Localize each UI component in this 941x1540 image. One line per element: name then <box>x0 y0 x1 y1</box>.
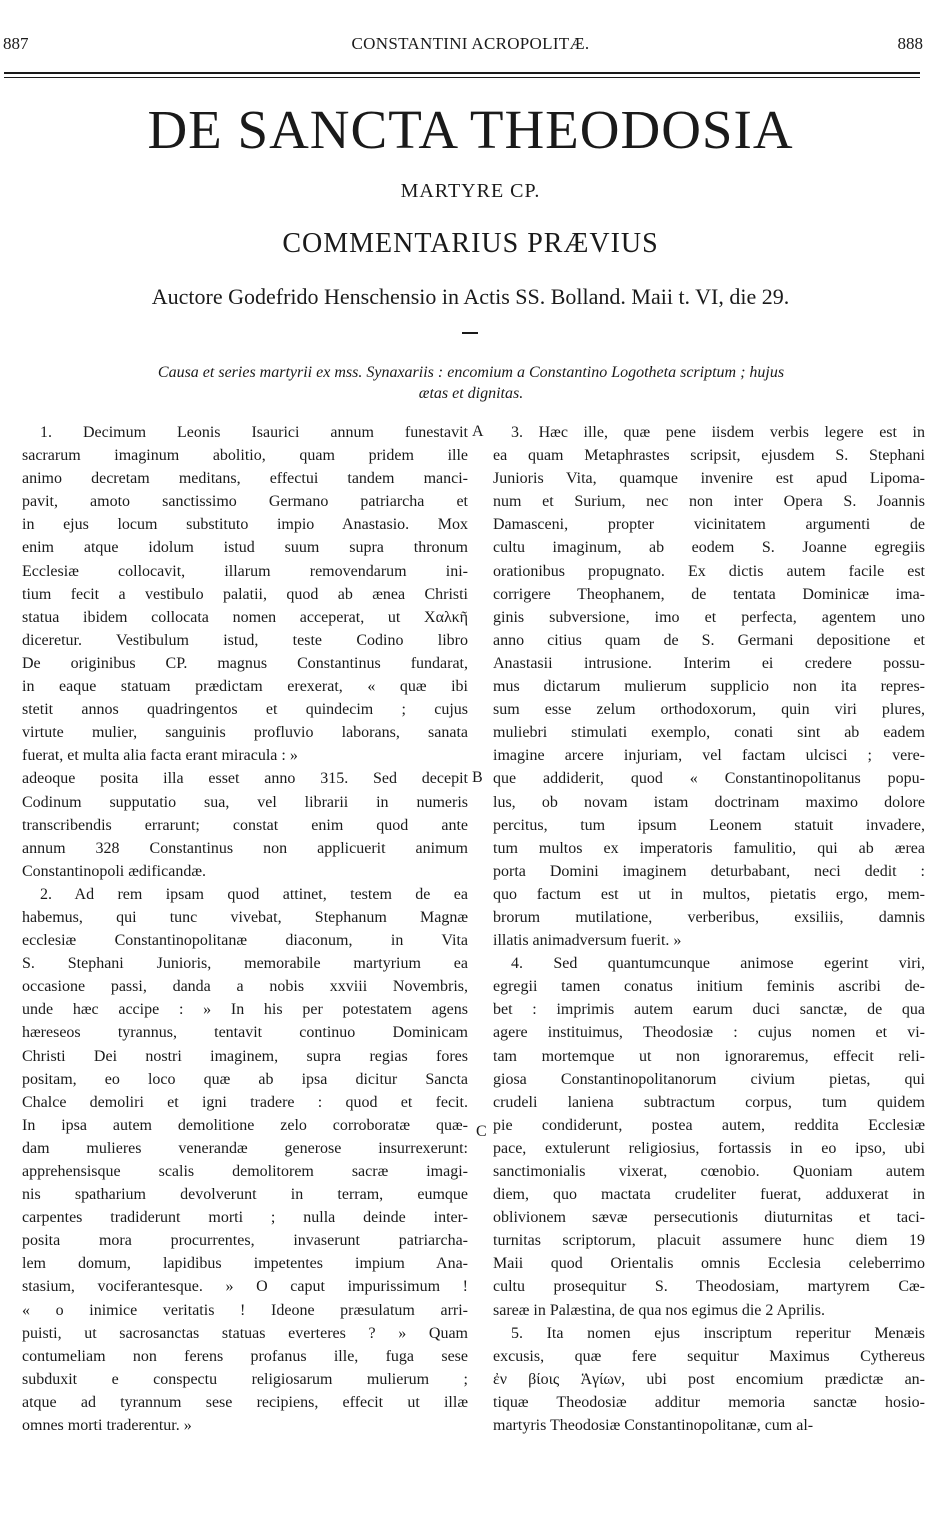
text-line: atque ad tyrannum sese recipiens, effecit ut illæ <box>22 1393 468 1411</box>
text-line: anno citius quam de S. Germani depositione et <box>493 631 925 649</box>
text-line: diceretur. Vestibulum istud, teste Codino libro <box>22 631 468 649</box>
text-line: illatis animadversum fuerit. » <box>493 932 682 950</box>
header-rule-thin <box>4 77 920 78</box>
left-column <box>22 421 468 1437</box>
text-line: tium fecit a vestibulo palatii, quod ab ænea Christi <box>22 585 468 603</box>
text-line: animo decretam meditans, effectui tandem manci- <box>22 470 468 488</box>
text-line: bet : imprimis autem earum duci sanctæ, de qua <box>493 1001 925 1019</box>
text-line: stasium, vociferantesque. » O caput impurissimum ! <box>22 1278 468 1296</box>
text-line: « o inimice veritatis ! Ideone præsulatum arri- <box>22 1301 468 1319</box>
text-line: unde hæc accipe : » In his per potestatem agens <box>22 1001 468 1019</box>
text-line: transcribendis errarunt; constat enim quod ante <box>22 816 468 834</box>
text-line: fuerat, et multa alia facta erant miracula : » <box>22 747 298 765</box>
text-line: Junioris Vita, quamque invenire est apud Lipoma- <box>493 470 925 488</box>
text-line: tam mortemque ut non ignoraremus, effecit reli- <box>493 1047 925 1065</box>
text-line: Anastasii intrusione. Interim ei credere possu- <box>493 654 925 672</box>
text-line: brorum mutilatione, verberibus, exsiliis, damnis <box>493 908 925 926</box>
text-line: excusis, quæ fere sequitur Maximus Cythereus <box>493 1347 925 1365</box>
text-line: nis spatharium devolverunt in terram, eumque <box>22 1186 468 1204</box>
text-line: virtute mulier, sanguinis profluvio laborans, sanata <box>22 724 468 742</box>
text-line: pie condiderunt, postea autem, reddita Ecclesiæ <box>493 1116 925 1134</box>
byline: Auctore Godefrido Henschensio in Actis SS. Bolland. Maii t. VI, die 29. <box>151 284 790 309</box>
text-line: tum multos ex imperatoris famulitio, qui ab ærea <box>493 839 925 857</box>
text-line: Maii quod Orientalis omnis Ecclesia celeberrimo <box>493 1255 925 1273</box>
text-line: cultu imaginum, ab eodem S. Joanne egregiis <box>493 539 925 557</box>
margin-marker-c: C <box>476 1123 487 1140</box>
text-line: subduxit e conspectu religiosarum mulierum ; <box>22 1370 468 1388</box>
text-line: turnitas scriptorum, placuit assumere hunc diem 19 <box>493 1232 925 1250</box>
text-line: ἐν βίοις Ἁγίων, ubi post encomium prædictæ an- <box>493 1370 925 1388</box>
text-line: pace, extulerunt religiosius, fortassis in eo ipso, ubi <box>493 1139 925 1157</box>
text-line: que addiderit, quod « Constantinopolitanus popu- <box>493 770 925 788</box>
text-line: annum 328 Constantinus non applicuerit animum <box>22 839 468 857</box>
text-line: mus dictarum mulierum supplicio non ita repres- <box>493 678 925 696</box>
text-line: cultu prosequitur S. Theodosiam, martyrem Cæ- <box>493 1278 925 1296</box>
text-line: sanctimonialis vixerat, cœnobio. Quoniam autem <box>493 1163 925 1180</box>
text-line: pavit, amoto sanctissimo Germano patriarcha et <box>22 493 468 511</box>
text-line: in ejus locum substituto impio Anastasio. Mox <box>22 516 468 534</box>
document-subtitle: MARTYRE CP. <box>400 180 541 202</box>
text-line: S. Stephani Junioris, memorabile martyrium ea <box>22 955 468 973</box>
text-line: ecclesiæ Constantinopolitanæ diaconum, in Vita <box>22 932 468 950</box>
text-line: diem, quo mactata crudeliter fuerat, adduxerat in <box>493 1186 925 1204</box>
text-line: De originibus CP. magnus Constantinus fundarat, <box>22 654 468 672</box>
text-line: contumeliam non ferens profanus ille, fuga sese <box>22 1347 468 1365</box>
text-line: oblivionem sævæ persecutionis diuturnitas et taci- <box>493 1209 925 1227</box>
margin-marker-a: A <box>472 423 484 440</box>
text-line: giosa Constantinopolitanorum civium pietas, qui <box>493 1070 925 1088</box>
text-line: martyris Theodosiæ Constantinopolitanæ, cum al- <box>493 1417 814 1435</box>
text-line: agere instituimus, Theodosiæ : cujus nomen et vi- <box>493 1024 925 1042</box>
text-line: Damasceni, propter vicinitatem argumenti de <box>493 516 925 534</box>
text-line: 4. Sed quantumcunque animose egerint viri, <box>511 955 925 973</box>
summary-line: ætas et dignitas. <box>418 385 524 402</box>
text-line: 3. Hæc ille, quæ pene iisdem verbis legere est in <box>511 424 925 441</box>
text-line: Codinum supputatio sua, vel librarii in numeris <box>22 793 468 811</box>
text-line: enim atque idolum istud suum supra thronum <box>22 539 468 557</box>
text-line: porta Domini imaginem deturbabant, neci dedit : <box>493 862 925 880</box>
running-title: CONSTANTINI ACROPOLITÆ. <box>351 34 590 53</box>
text-line: num et Surium, nec non inter Opera S. Joannis <box>493 493 925 511</box>
text-line: hæreseos tyrannus, tentavit continuo Dominicam <box>22 1024 468 1042</box>
text-line: Chalce demoliri et igni tradere : quod et fecit. <box>22 1093 468 1111</box>
text-line: adeoque posita illa esset anno 315. Sed decepit <box>22 770 468 788</box>
text-line: carpentes tradiderunt morti ; nulla deinde inter- <box>22 1209 468 1227</box>
text-line: Ecclesiæ collocavit, illarum removendarum ini- <box>22 562 468 580</box>
text-line: 1. Decimum Leonis Isaurici annum funestavit <box>40 424 468 441</box>
text-line: in eaque statuam prædictam erexerat, « quæ ibi <box>22 678 468 696</box>
text-line: lem domum, lapidibus impetentes impium Ana- <box>22 1255 468 1273</box>
section-heading: COMMENTARIUS PRÆVIUS <box>282 228 659 259</box>
text-line: percitus, tum ipsum Leonem statuit invadere, <box>493 816 925 834</box>
right-column <box>493 421 925 1437</box>
text-line: puisti, ut sacrosanctas statuas everteres ? » Quam <box>22 1324 468 1342</box>
text-line: habemus, qui tunc vivebat, Stephanum Magnæ <box>22 908 468 926</box>
text-line: 5. Ita nomen ejus inscriptum reperitur Menæis <box>511 1324 925 1342</box>
text-line: crudeli laniena subtractum corpus, tum quidem <box>493 1093 925 1111</box>
margin-marker-b: B <box>472 769 483 786</box>
text-line: corrigere Theophanem, de tentata Dominicæ ima- <box>493 585 925 603</box>
text-line: 2. Ad rem ipsam quod attinet, testem de ea <box>40 885 468 903</box>
document-title: DE SANCTA THEODOSIA <box>147 99 794 160</box>
text-line: apprehensisque scalis demolitorem sacræ imagi- <box>22 1163 468 1180</box>
text-line: sum esse zelum orthodoxorum, quin viri plures, <box>493 701 925 719</box>
header-rule-thick <box>4 72 920 74</box>
text-line: omnes morti traderentur. » <box>22 1417 192 1435</box>
text-line: In ipsa autem demolitione zelo corroboratæ quæ- <box>22 1116 468 1134</box>
text-line: imagine arcere injuriam, vel factam ulcisci ; vere- <box>493 747 925 765</box>
text-line: posita mora procurrentes, invaserunt patriarcha- <box>22 1232 468 1250</box>
text-line: lus, ob novam istam doctrinam maximo dolore <box>493 793 925 811</box>
text-line: ginis subversione, imo et perfecta, agentem uno <box>493 608 925 626</box>
text-line: stetit annos quadringentos et quindecim ; cujus <box>22 701 468 719</box>
separator-dash <box>462 332 478 334</box>
text-line: tiquæ Theodosiæ additur memoria sanctæ hosio- <box>493 1393 925 1411</box>
text-line: statua ibidem collocata nomen acceperat, ut Χαλκῆ <box>22 608 468 626</box>
text-line: sacrarum imaginum abolitio, quam pridem ille <box>22 447 468 465</box>
text-line: dam mulieres venerandæ generose insurrexerunt: <box>22 1139 468 1157</box>
text-line: quo factum est ut in multos, pietatis ergo, mem- <box>493 885 925 903</box>
text-line: occasione passi, danda a nobis xxviii Novembris, <box>22 978 468 996</box>
text-line: positam, eo loco quæ ab ipsa dicitur Sancta <box>22 1070 468 1088</box>
text-line: muliebri stimulati exemplo, conati sint ab eadem <box>493 724 925 742</box>
text-line: sareæ in Palæstina, de qua nos egimus die 2 Aprilis. <box>493 1301 825 1319</box>
text-line: Christi Dei nostri imaginem, supra regias fores <box>22 1047 468 1065</box>
text-line: ea quam Metaphrastes scripsit, ejusdem S. Stephani <box>493 447 925 465</box>
text-line: Constantinopoli ædificandæ. <box>22 862 206 880</box>
page-number-left: 887 <box>3 34 29 53</box>
text-line: egregii tamen conatus initium feminis ascribi de- <box>493 978 925 996</box>
page-number-right: 888 <box>897 34 923 53</box>
summary <box>40 362 902 404</box>
summary-line: Causa et series martyrii ex mss. Synaxariis : encomium a Constantino Logotheta scriptum ; hujus <box>157 364 785 381</box>
running-head <box>0 30 941 54</box>
text-line: orationibus propugnato. Ex dictis autem facile est <box>493 562 925 580</box>
